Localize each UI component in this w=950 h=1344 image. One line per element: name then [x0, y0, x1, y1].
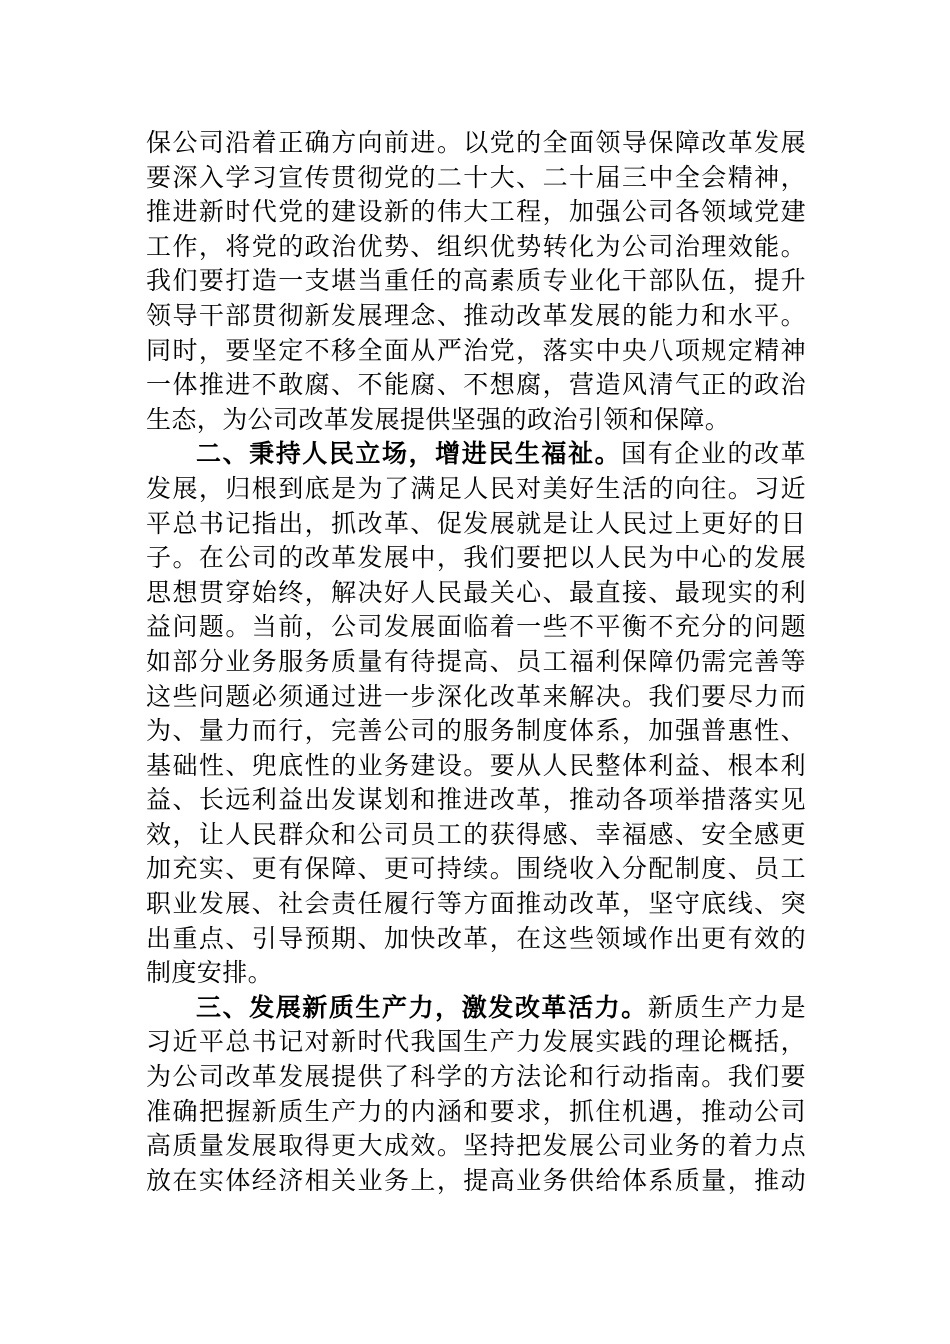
section-2-line: 益问题。当前，公司发展面临着一些不平衡不充分的问题 [146, 612, 806, 642]
section-2-line: 加充实、更有保障、更可持续。围绕收入分配制度、员工 [146, 854, 806, 884]
paragraph-1-line-8: 一体推进不敢腐、不能腐、不想腐，营造风清气正的政治 [146, 370, 806, 400]
section-2-line: 基础性、兜底性的业务建设。要从人民整体利益、根本利 [146, 750, 806, 780]
paragraph-1-line-1: 保公司沿着正确方向前进。以党的全面领导保障改革发展 [146, 128, 806, 157]
section-3-heading: 三、发展新质生产力，激发改革活力。 [196, 992, 648, 1022]
section-2-line: 发展，归根到底是为了满足人民对美好生活的向往。习近 [146, 473, 806, 503]
section-2-line: 子。在公司的改革发展中，我们要把以人民为中心的发展 [146, 543, 806, 573]
section-2-line: 平总书记指出，抓改革、促发展就是让人民过上更好的日 [146, 508, 806, 538]
paragraph-1-line-7: 同时，要坚定不移全面从严治党，落实中央八项规定精神 [146, 335, 806, 365]
paragraph-1-line-3: 推进新时代党的建设新的伟大工程，加强公司各领域党建 [146, 197, 806, 227]
section-2-line: 这些问题必须通过进一步深化改革来解决。我们要尽力而 [146, 681, 806, 711]
section-2-line: 出重点、引导预期、加快改革，在这些领域作出更有效的 [146, 923, 806, 953]
section-2-heading: 二、秉持人民立场，增进民生福祉。 [196, 439, 622, 469]
section-3-line: 习近平总书记对新时代我国生产力发展实践的理论概括， [146, 1027, 806, 1057]
section-2-line: 制度安排。 [146, 958, 274, 988]
section-2-line: 为、量力而行，完善公司的服务制度体系，加强普惠性、 [146, 716, 806, 746]
section-3-first-line [146, 991, 806, 1026]
section-2-line: 如部分业务服务质量有待提高、员工福利保障仍需完善等 [146, 646, 806, 676]
section-3-line: 放在实体经济相关业务上，提高业务供给体系质量，推动 [146, 1165, 806, 1195]
section-3-first-line-rest: 新质生产力是 [647, 992, 806, 1022]
section-3-line: 高质量发展取得更大成效。坚持把发展公司业务的着力点 [146, 1131, 806, 1161]
section-3-line: 准确把握新质生产力的内涵和要求，抓住机遇，推动公司 [146, 1096, 806, 1126]
paragraph-1-line-2: 要深入学习宣传贯彻党的二十大、二十届三中全会精神， [146, 162, 806, 192]
paragraph-1-line-5: 我们要打造一支堪当重任的高素质专业化干部队伍，提升 [146, 266, 806, 296]
section-3-line: 为公司改革发展提供了科学的方法论和行动指南。我们要 [146, 1062, 806, 1092]
section-2-line: 效，让人民群众和公司员工的获得感、幸福感、安全感更 [146, 819, 806, 849]
section-2-line: 职业发展、社会责任履行等方面推动改革，坚守底线、突 [146, 889, 806, 919]
section-2-line: 益、长远利益出发谋划和推进改革，推动各项举措落实见 [146, 785, 806, 815]
section-2-first-line [146, 437, 806, 472]
paragraph-1-line-9: 生态，为公司改革发展提供坚强的政治引领和保障。 [146, 404, 731, 434]
section-2-first-line-rest: 国有企业的改革 [621, 439, 806, 469]
section-2-line: 思想贯穿始终，解决好人民最关心、最直接、最现实的利 [146, 577, 806, 607]
paragraph-1-line-4: 工作，将党的政治优势、组织优势转化为公司治理效能。 [146, 231, 806, 261]
paragraph-1-line-6: 领导干部贯彻新发展理念、推动改革发展的能力和水平。 [146, 300, 806, 330]
document-body [146, 126, 806, 1198]
